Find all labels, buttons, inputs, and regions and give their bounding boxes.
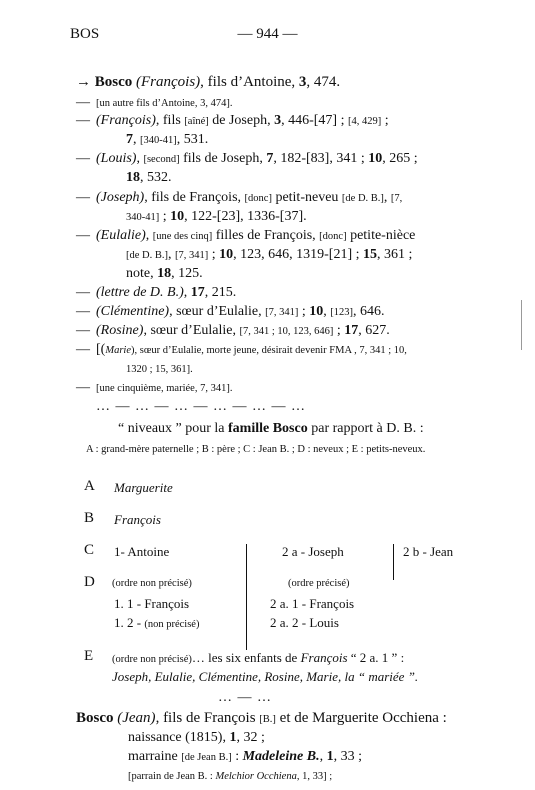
gen-e-line2: Joseph, Eulalie, Clémentine, Rosine, Marie, la “ mariée ”. — [112, 669, 419, 684]
gen-letter-c: C — [84, 542, 95, 558]
entry-marie: — [(Marie), sœur d’Eulalie, morte jeune, désirait devenir FMA , 7, 341 ; 10, — [76, 342, 407, 357]
entry-marie-cont: 1320 ; 15, 361]. — [126, 364, 193, 375]
section-separator-2: … — … — [218, 690, 272, 705]
entry-bosco-jean-marraine: marraine [de Jean B.] : Madeleine B., 1, 33 ; — [128, 749, 362, 764]
entry-bosco-jean-parrain: [parrain de Jean B. : Melchior Occhiena, 1, 33] ; — [128, 771, 333, 782]
gen-c-col2: 2 a - Joseph — [282, 544, 344, 559]
margin-bar — [521, 300, 522, 350]
gen-letter-b: B — [84, 510, 95, 526]
gen-letter-a: A — [84, 478, 95, 494]
gen-d-col2-note: (ordre précisé) — [288, 578, 350, 589]
gen-letter-d: D — [84, 574, 95, 590]
page-number: — 944 — — [237, 26, 298, 42]
entry-joseph: — (Joseph), fils de François, [donc] petit-neveu [de D. B.], [7, — [76, 190, 403, 205]
gen-c-col3: 2 b - Jean — [403, 544, 454, 559]
gen-d-col1-note: (ordre non précisé) — [112, 578, 192, 589]
section-separator: … — … — … — … — … — … — [96, 399, 306, 414]
arrow-right-icon: → — [76, 74, 91, 90]
gen-c-col1: 1- Antoine — [114, 544, 170, 559]
level-legend: A : grand-mère paternelle ; B : père ; C : Jean B. ; D : neveux ; E : petits-neveux. — [86, 444, 426, 455]
gen-b-name: François — [114, 512, 161, 527]
column-divider-2 — [393, 544, 394, 580]
entry-clementine: — (Clémentine), sœur d’Eulalie, [7, 341] ; 10, [123], 646. — [76, 304, 385, 319]
entry-bosco-francois: → Bosco (François), fils d’Antoine, 3, 474. — [76, 74, 341, 90]
entry-francois-aine: — (François), fils [aîné] de Joseph, 3, 446-[47] ; [4, 429] ; — [76, 113, 389, 128]
entry-francois-aine-cont: 7, [340-41], 531. — [126, 132, 209, 147]
gen-d-col2-row1: 2 a. 1 - François — [270, 596, 355, 611]
gen-e-line1: (ordre non précisé)… les six enfants de François “ 2 a. 1 ” : — [112, 650, 405, 665]
gen-letter-e: E — [84, 648, 94, 664]
niveaux-heading: “ niveaux ” pour la famille Bosco par rapport à D. B. : — [118, 421, 424, 436]
entry-bosco-jean-naissance: naissance (1815), 1, 32 ; — [128, 730, 265, 745]
entry-louis: — (Louis), [second] fils de Joseph, 7, 182-[83], 341 ; 10, 265 ; — [76, 151, 418, 166]
entry-eulalie-cont1: [de D. B.], [7, 341] ; 10, 123, 646, 1319-[21] ; 15, 361 ; — [126, 247, 413, 262]
gen-a-name: Marguerite — [114, 480, 173, 495]
entry-surname: Bosco — [94, 74, 133, 90]
running-head: BOS — [70, 26, 100, 42]
entry-rosine: — (Rosine), sœur d’Eulalie, [7, 341 ; 10, 123, 646] ; 17, 627. — [76, 323, 390, 338]
entry-cinquieme: — [une cinquième, mariée, 7, 341]. — [76, 380, 233, 395]
entry-louis-cont: 18, 532. — [126, 170, 172, 185]
column-divider-1 — [246, 544, 247, 650]
entry-bosco-jean: Bosco (Jean), fils de François [B.] et de Marguerite Occhiena : — [76, 710, 447, 726]
gen-d-col2-row2: 2 a. 2 - Louis — [270, 615, 339, 630]
entry-firstname: (François) — [136, 74, 201, 90]
entry-joseph-cont: 340-41] ; 10, 122-[23], 1336-[37]. — [126, 209, 307, 224]
gen-d-col1-row1: 1. 1 - François — [114, 596, 190, 611]
entry-autre-fils: — [un autre fils d’Antoine, 3, 474]. — [76, 95, 233, 110]
entry-eulalie-cont2: note, 18, 125. — [126, 266, 203, 281]
entry-eulalie: — (Eulalie), [une des cinq] filles de François, [donc] petite-nièce — [76, 228, 416, 243]
entry-lettre: — (lettre de D. B.), 17, 215. — [76, 285, 237, 300]
gen-d-col1-row2: 1. 2 - (non précisé) — [114, 615, 200, 630]
